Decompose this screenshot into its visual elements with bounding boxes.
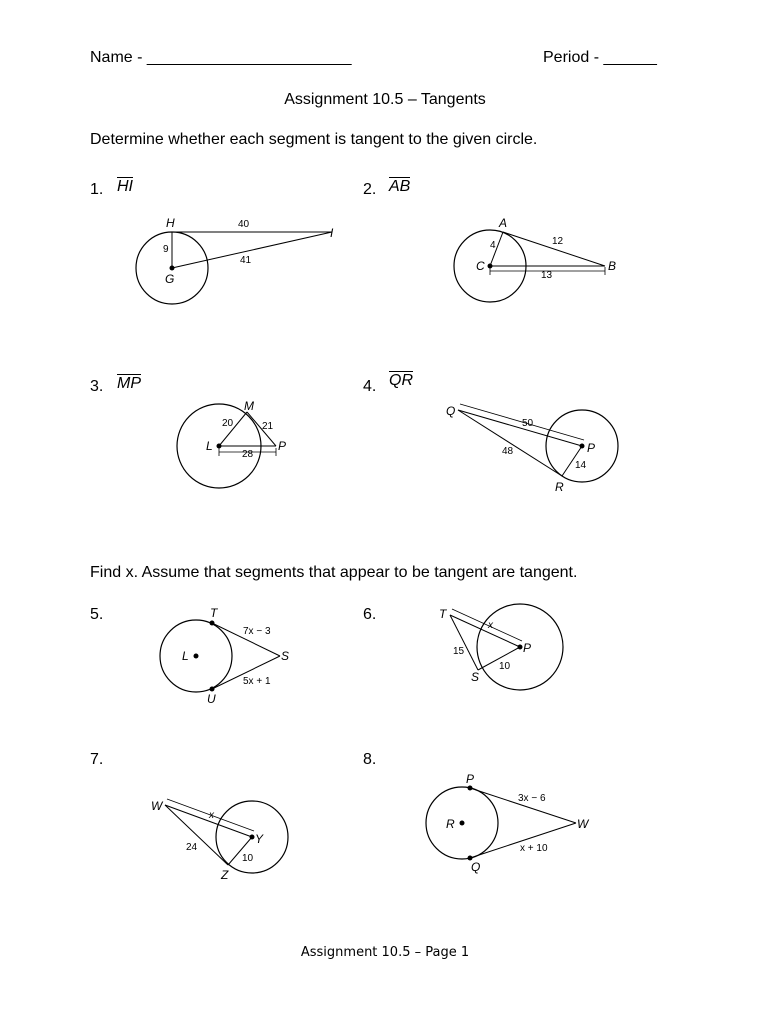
value-pr: 14 xyxy=(575,460,587,471)
label-t6: T xyxy=(439,607,447,621)
value-ts6: 15 xyxy=(453,646,465,657)
problem-1-segment: HI xyxy=(117,178,133,195)
label-p8: P xyxy=(466,772,475,786)
label-a: A xyxy=(499,216,508,230)
label-t: T xyxy=(210,606,218,620)
problem-1-number: 1. xyxy=(90,181,104,198)
label-q: Q xyxy=(446,404,456,418)
problem-3-diagram xyxy=(170,396,310,496)
value-ac: 4 xyxy=(490,240,496,251)
label-w: W xyxy=(151,799,163,813)
problem-2-number: 2. xyxy=(363,181,377,198)
value-gi: 41 xyxy=(240,255,252,266)
value-ts: 7x − 3 xyxy=(243,626,271,637)
label-r8: R xyxy=(446,817,455,831)
value-tp: x xyxy=(488,620,493,631)
label-s: S xyxy=(281,649,290,663)
label-c: C xyxy=(476,259,485,273)
label-u: U xyxy=(207,692,216,706)
period-field-label: Period - ______ xyxy=(543,49,657,66)
section1-instruction: Determine whether each segment is tangent to the given circle. xyxy=(90,131,538,148)
label-p6: P xyxy=(523,641,532,655)
section2-instruction: Find x. Assume that segments that appear to be tangent are tangent. xyxy=(90,564,578,581)
problem-1-diagram xyxy=(120,210,350,320)
problem-3-segment: MP xyxy=(117,375,141,392)
value-us: 5x + 1 xyxy=(243,676,271,687)
value-qr: 48 xyxy=(502,446,514,457)
label-h: H xyxy=(166,216,175,230)
problem-8-number: 8. xyxy=(363,751,377,768)
value-hi: 40 xyxy=(238,219,250,230)
problem-2-diagram xyxy=(440,210,640,310)
label-y: Y xyxy=(255,832,264,846)
value-wy: x xyxy=(209,810,214,821)
label-i: I xyxy=(330,226,334,240)
value-ab: 12 xyxy=(552,236,564,247)
label-b: B xyxy=(608,259,617,273)
problem-7-number: 7. xyxy=(90,751,104,768)
label-l: L xyxy=(206,439,213,453)
label-m: M xyxy=(244,399,254,413)
value-lp: 28 xyxy=(242,449,254,460)
label-l5: L xyxy=(182,649,189,663)
problem-8-diagram xyxy=(420,770,600,880)
label-z: Z xyxy=(221,868,229,882)
value-cb: 13 xyxy=(541,270,553,281)
value-wz: 24 xyxy=(186,842,198,853)
problem-7-diagram xyxy=(145,793,305,893)
value-mp: 21 xyxy=(262,421,274,432)
problem-3-number: 3. xyxy=(90,378,104,395)
label-w8: W xyxy=(577,817,589,831)
value-ps: 10 xyxy=(499,661,511,672)
value-qp: 50 xyxy=(522,418,534,429)
value-qw: x + 10 xyxy=(520,843,548,854)
value-yz: 10 xyxy=(242,853,254,864)
problem-2-segment: AB xyxy=(389,178,411,195)
problem-4-number: 4. xyxy=(363,378,377,395)
value-lm: 20 xyxy=(222,418,234,429)
label-q8: Q xyxy=(471,860,481,874)
page-footer: Assignment 10.5 – Page 1 xyxy=(300,945,470,960)
value-pw: 3x − 6 xyxy=(518,793,546,804)
problem-6-diagram xyxy=(430,600,580,700)
label-s6: S xyxy=(471,670,480,684)
value-hg: 9 xyxy=(163,244,169,255)
label-g: G xyxy=(165,272,175,286)
problem-5-diagram xyxy=(150,602,310,710)
page-title: Assignment 10.5 – Tangents xyxy=(284,91,486,108)
label-p: P xyxy=(278,439,287,453)
problem-4-segment: QR xyxy=(389,372,413,389)
problem-4-diagram xyxy=(440,396,640,506)
label-p4: P xyxy=(587,441,596,455)
label-r: R xyxy=(555,480,564,494)
name-field-label: Name - _______________________ xyxy=(90,49,352,66)
problem-5-number: 5. xyxy=(90,606,104,623)
problem-6-number: 6. xyxy=(363,606,377,623)
